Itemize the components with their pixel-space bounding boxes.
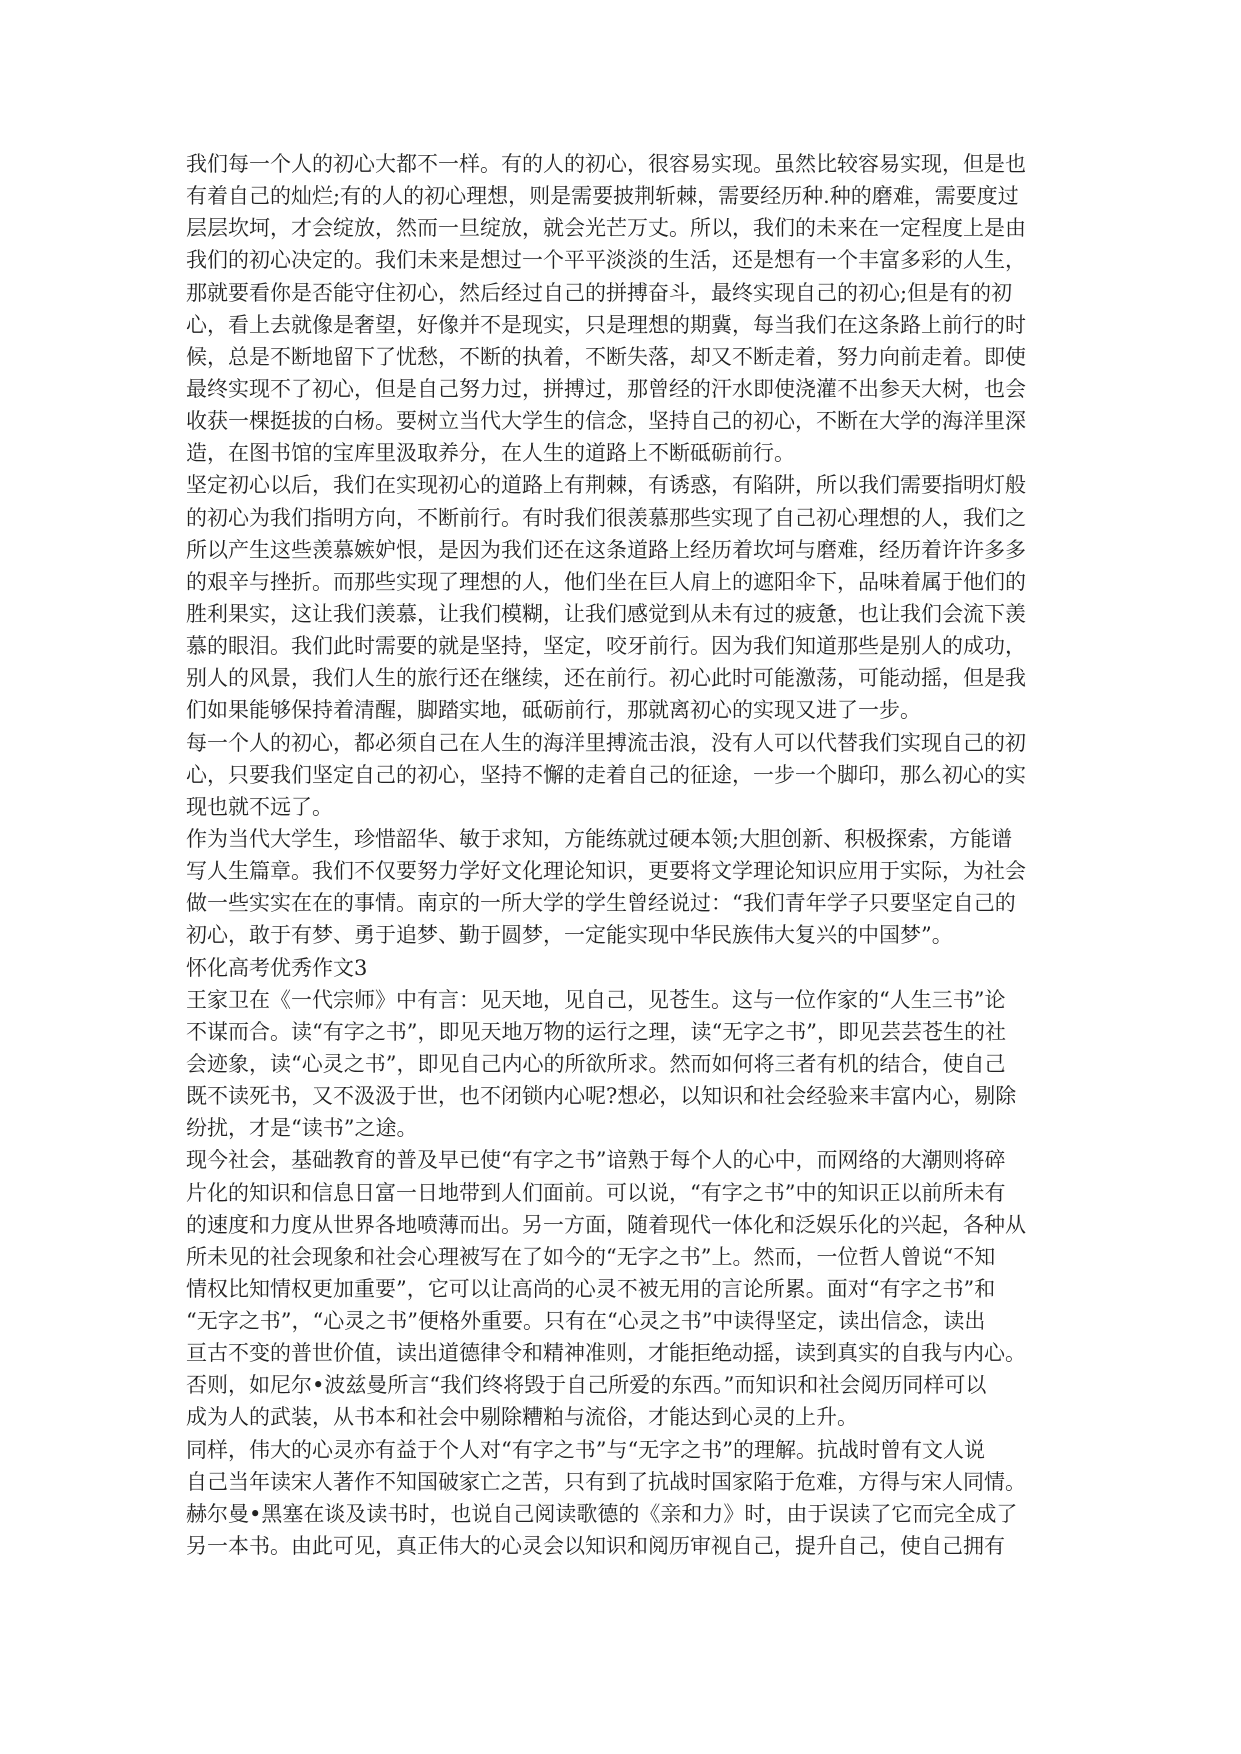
section-heading: 怀化高考优秀作文3 [186, 955, 368, 980]
text-line: 同样，伟大的心灵亦有益于个人对“有字之书”与“无字之书”的理解。抗战时曾有文人说 [186, 1437, 985, 1462]
text-line: 所未见的社会现象和社会心理被写在了如今的“无字之书”上。然而，一位哲人曾说“不知 [186, 1244, 996, 1269]
text-line: 另一本书。由此可见，真正伟大的心灵会以知识和阅历审视自己，提升自己，使自己拥有 [186, 1534, 1005, 1559]
text-line: 最终实现不了初心，但是自己努力过，拼搏过，那曾经的汗水即使浇灌不出参天大树，也会 [186, 376, 1026, 401]
text-line: 造，在图书馆的宝库里汲取养分，在人生的道路上不断砥砺前行。 [186, 441, 795, 466]
text-line: 别人的风景，我们人生的旅行还在继续，还在前行。初心此时可能激荡，可能动摇，但是我 [186, 666, 1026, 691]
text-line: 会迹象，读“心灵之书”，即见自己内心的所欲所求。然而如何将三者有机的结合，使自己 [186, 1051, 1006, 1076]
text-line: 的初心为我们指明方向，不断前行。有时我们很羡慕那些实现了自己初心理想的人，我们之 [186, 505, 1026, 530]
text-line: 心，看上去就像是奢望，好像并不是现实，只是理想的期冀，每当我们在这条路上前行的时 [186, 312, 1026, 337]
text-line: 们如果能够保持着清醒，脚踏实地，砥砺前行，那就离初心的实现又进了一步。 [186, 698, 921, 723]
text-line: 不谋而合。读“有字之书”，即见天地万物的运行之理，读“无字之书”，即见芸芸苍生的社 [186, 1019, 1006, 1044]
text-line: 赫尔曼•黑塞在谈及读书时，也说自己阅读歌德的《亲和力》时，由于误读了它而完全成了 [186, 1501, 1018, 1526]
text-line: 所以产生这些羡慕嫉妒恨，是因为我们还在这条道路上经历着坎坷与磨难，经历着许许多多 [186, 537, 1026, 562]
text-line: 的速度和力度从世界各地喷薄而出。另一方面，随着现代一体化和泛娱乐化的兴起，各种从 [186, 1212, 1026, 1237]
text-line: 亘古不变的普世价值，读出道德律令和精神准则，才能拒绝动摇，读到真实的自我与内心。 [186, 1341, 1026, 1366]
text-line: 初心，敢于有梦、勇于追梦、勤于圆梦，一定能实现中华民族伟大复兴的中国梦”。 [186, 923, 953, 948]
text-line: 有着自己的灿烂;有的人的初心理想，则是需要披荆斩棘，需要经历种.种的磨难，需要度过 [186, 184, 1019, 209]
text-line: 每一个人的初心，都必须自己在人生的海洋里搏流击浪，没有人可以代替我们实现自己的初 [186, 730, 1026, 755]
text-line: 那就要看你是否能守住初心，然后经过自己的拼搏奋斗，最终实现自己的初心;但是有的初 [186, 280, 1013, 305]
text-line: 候，总是不断地留下了忧愁，不断的执着，不断失落，却又不断走着，努力向前走着。即使 [186, 344, 1026, 369]
text-line: “无字之书”，“心灵之书”便格外重要。只有在“心灵之书”中读得坚定，读出信念，读出 [186, 1309, 986, 1334]
text-line: 王家卫在《一代宗师》中有言：见天地，见自己，见苍生。这与一位作家的“人生三书”论 [186, 987, 1006, 1012]
document-body [186, 148, 1055, 1562]
text-line: 胜利果实，这让我们羡慕，让我们模糊，让我们感觉到从未有过的疲惫，也让我们会流下羡 [186, 601, 1026, 626]
text-line: 坚定初心以后，我们在实现初心的道路上有荆棘，有诱惑，有陷阱，所以我们需要指明灯般 [186, 473, 1026, 498]
text-line: 现今社会，基础教育的普及早已使“有字之书”谙熟于每个人的心中，而网络的大潮则将碎 [186, 1148, 1006, 1173]
text-line: 否则，如尼尔•波兹曼所言“我们终将毁于自己所爱的东西。”而知识和社会阅历同样可以 [186, 1373, 987, 1398]
text-line: 纷扰，才是“读书”之途。 [186, 1116, 418, 1141]
text-line: 既不读死书，又不汲汲于世，也不闭锁内心呢?想必，以知识和社会经验来丰富内心，剔除 [186, 1084, 1017, 1109]
text-line: 做一些实实在在的事情。南京的一所大学的学生曾经说过：“我们青年学子只要坚定自己的 [186, 891, 1016, 916]
text-line: 的艰辛与挫折。而那些实现了理想的人，他们坐在巨人肩上的遮阳伞下，品味着属于他们的 [186, 569, 1026, 594]
text-line: 自己当年读宋人著作不知国破家亡之苦，只有到了抗战时国家陷于危难，方得与宋人同情。 [186, 1469, 1026, 1494]
text-line: 慕的眼泪。我们此时需要的就是坚持，坚定，咬牙前行。因为我们知道那些是别人的成功， [186, 634, 1026, 659]
text-line: 片化的知识和信息日富一日地带到人们面前。可以说，“有字之书”中的知识正以前所未有 [186, 1180, 1006, 1205]
text-line: 层层坎坷，才会绽放，然而一旦绽放，就会光芒万丈。所以，我们的未来在一定程度上是由 [186, 216, 1026, 241]
text-line: 作为当代大学生，珍惜韶华、敏于求知，方能练就过硬本领;大胆创新、积极探索，方能谱 [186, 826, 1013, 851]
text-line: 写人生篇章。我们不仅要努力学好文化理论知识，更要将文学理论知识应用于实际，为社会 [186, 859, 1026, 884]
text-line: 成为人的武装，从书本和社会中剔除糟粕与流俗，才能达到心灵的上升。 [186, 1405, 858, 1430]
text-line: 心，只要我们坚定自己的初心，坚持不懈的走着自己的征途，一步一个脚印，那么初心的实 [186, 762, 1026, 787]
text-line: 收获一棵挺拔的白杨。要树立当代大学生的信念，坚持自己的初心，不断在大学的海洋里深 [186, 409, 1026, 434]
text-line: 我们的初心决定的。我们未来是想过一个平平淡淡的生活，还是想有一个丰富多彩的人生， [186, 248, 1026, 273]
text-line: 情权比知情权更加重要”，它可以让高尚的心灵不被无用的言论所累。面对“有字之书”和 [186, 1276, 996, 1301]
text-line: 我们每一个人的初心大都不一样。有的人的初心，很容易实现。虽然比较容易实现，但是也 [186, 152, 1026, 176]
text-line: 现也就不远了。 [186, 794, 333, 819]
